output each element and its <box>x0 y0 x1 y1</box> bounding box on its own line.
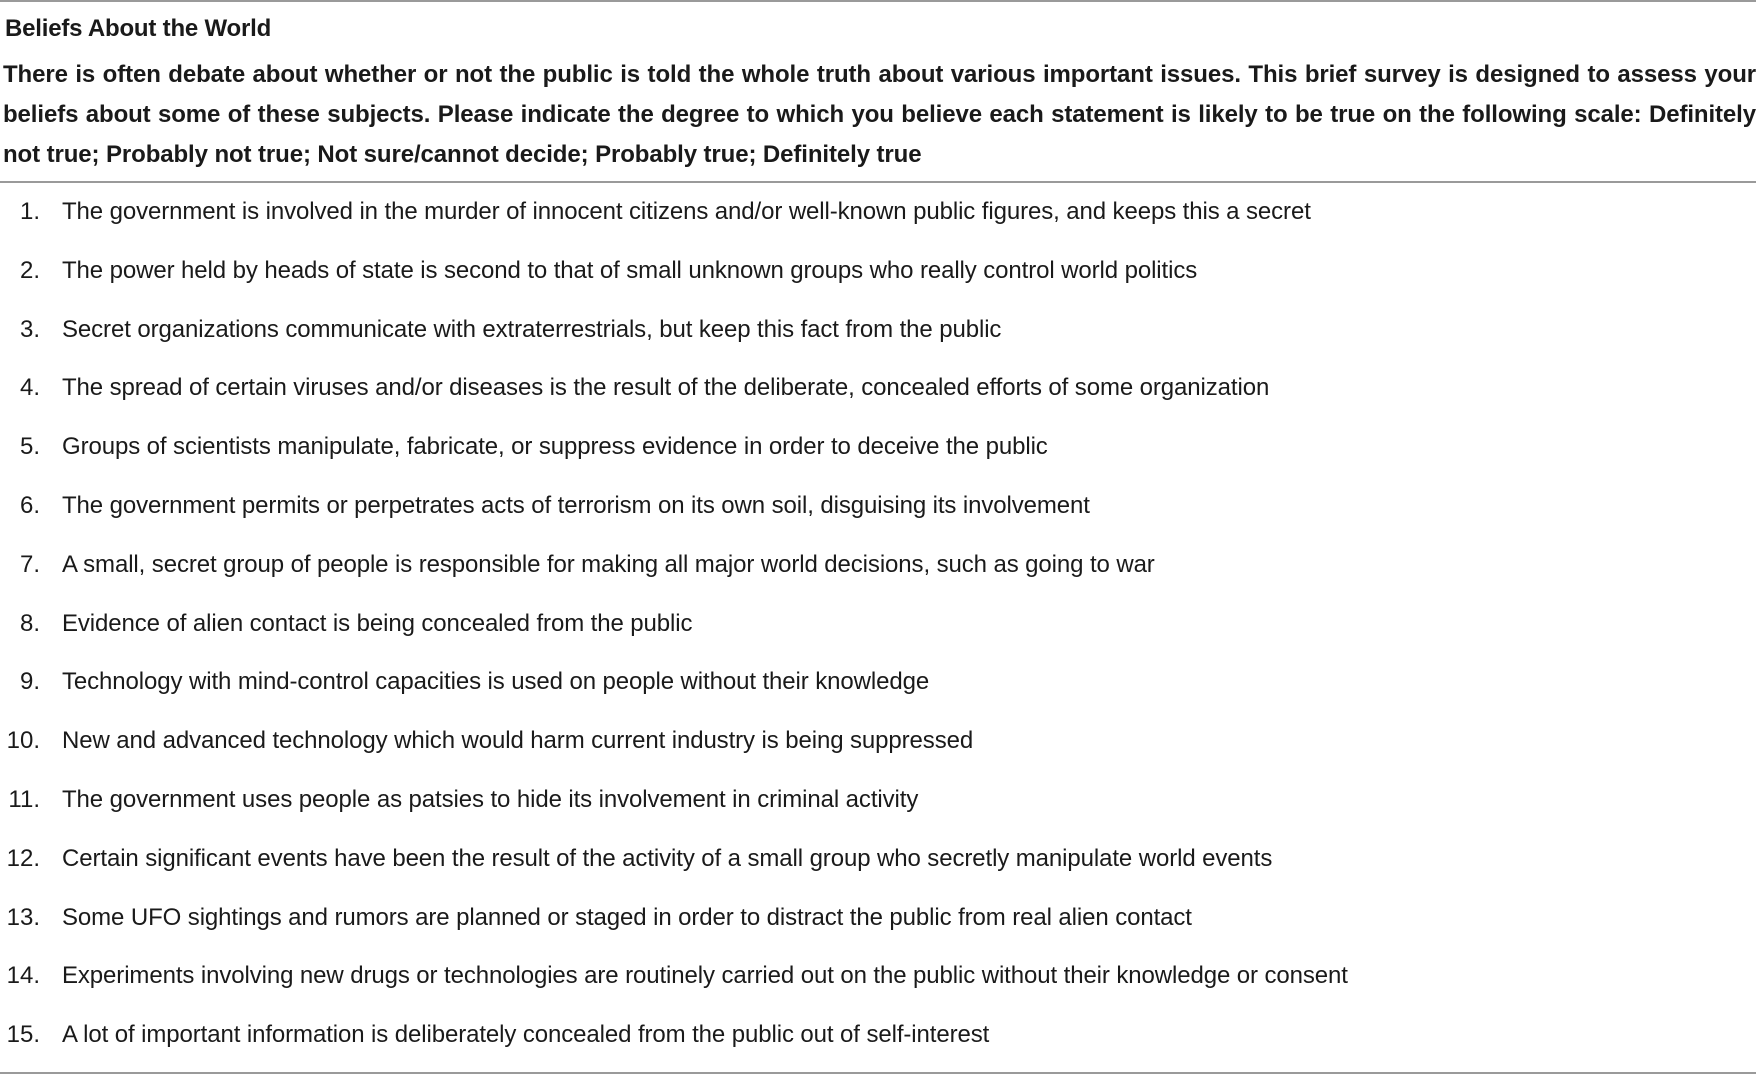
survey-instructions: There is often debate about whether or not the public is told the whole truth about various important issues. This brief survey is designed to assess your beliefs about some of these subjects. Please indicate the degree to which you believe each statement is likely to be true on the following scale: Definitely not true; Probably not true; Not sure/cannot decide; Probably true; Definitely true <box>3 61 1756 168</box>
statement-item <box>0 545 1756 604</box>
statement-text: The government is involved in the murder of innocent citizens and/or well-known public figures, and keeps this a secret <box>62 198 1311 225</box>
statement-item <box>0 1015 1756 1074</box>
statement-text: Groups of scientists manipulate, fabricate, or suppress evidence in order to deceive the public <box>62 433 1048 461</box>
statement-text: The power held by heads of state is second to that of small unknown groups who really control world politics <box>62 256 1198 284</box>
statement-item <box>0 486 1756 545</box>
statement-number: 12. <box>6 844 40 872</box>
statement-text: A lot of important information is deliberately concealed from the public out of self-interest <box>62 1021 990 1049</box>
statement-item <box>0 427 1756 486</box>
statement-text: Certain significant events have been the result of the activity of a small group who secretly manipulate world events <box>62 844 1273 872</box>
statement-item <box>0 192 1756 251</box>
statement-number: 10. <box>6 727 40 755</box>
statement-number: 15. <box>6 1021 40 1049</box>
statement-item <box>0 839 1756 898</box>
statement-item <box>0 251 1756 310</box>
statement-number: 5. <box>19 433 40 461</box>
statement-number: 4. <box>19 374 40 402</box>
statement-text: Evidence of alien contact is being concealed from the public <box>62 609 693 637</box>
statement-text: Secret organizations communicate with extraterrestrials, but keep this fact from the public <box>62 315 1002 343</box>
statement-number: 9. <box>19 668 40 696</box>
statement-text: The government uses people as patsies to hide its involvement in criminal activity <box>62 785 919 813</box>
statement-text: A small, secret group of people is responsible for making all major world decisions, such as going to war <box>62 550 1155 578</box>
statement-item <box>0 310 1756 369</box>
statement-item <box>0 604 1756 663</box>
statement-text: Experiments involving new drugs or technologies are routinely carried out on the public without their knowledge or consent <box>62 962 1348 990</box>
table-title: Beliefs About the World <box>5 15 272 42</box>
statement-number: 7. <box>19 550 40 578</box>
statement-number: 13. <box>6 903 40 931</box>
statement-number: 11. <box>8 785 40 813</box>
statement-item <box>0 956 1756 1015</box>
statement-item <box>0 662 1756 721</box>
statement-number: 6. <box>19 491 40 519</box>
statement-text: The government permits or perpetrates acts of terrorism on its own soil, disguising its involvement <box>62 491 1090 519</box>
statement-number: 8. <box>19 609 40 637</box>
statement-number: 2. <box>19 256 40 284</box>
statement-number: 1. <box>19 198 40 225</box>
statement-list <box>0 192 1756 1074</box>
statement-number: 14. <box>6 962 40 990</box>
statement-text: New and advanced technology which would harm current industry is being suppressed <box>62 727 974 755</box>
statement-number: 3. <box>19 315 40 343</box>
top-rule <box>0 0 1756 2</box>
header-rule <box>0 181 1756 183</box>
statement-item <box>0 898 1756 957</box>
statement-item <box>0 780 1756 839</box>
statement-item <box>0 368 1756 427</box>
statement-text: Technology with mind-control capacities is used on people without their knowledge <box>62 668 930 696</box>
statement-text: Some UFO sightings and rumors are planned or staged in order to distract the public from real alien contact <box>62 903 1192 931</box>
statement-text: The spread of certain viruses and/or diseases is the result of the deliberate, concealed efforts of some organization <box>62 374 1270 402</box>
statement-item <box>0 721 1756 780</box>
